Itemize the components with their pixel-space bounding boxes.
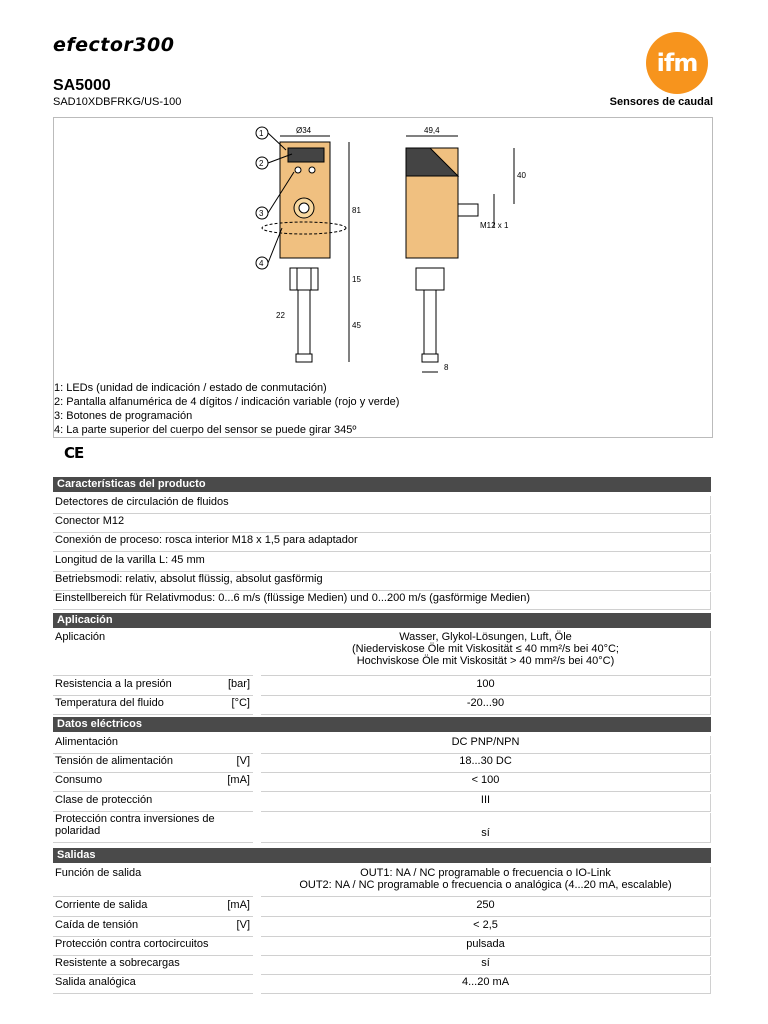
spec-unit: [V] [236, 755, 250, 767]
spec-label: Caída de tensión [53, 919, 253, 937]
brand-wordmark: efector300 [53, 34, 175, 56]
legend-item: 3: Botones de programación [54, 410, 193, 422]
dim-head: 40 [517, 171, 526, 180]
spec-label: Clase de protección [53, 794, 253, 812]
spec-value: sí [261, 957, 711, 975]
front-tip [296, 354, 312, 362]
spec-value: DC PNP/NPN [261, 736, 711, 754]
order-code: SAD10XDBFRKG/US-100 [53, 96, 182, 108]
feature-row: Conexión de proceso: rosca interior M18 x 1,5 para adaptador [53, 534, 711, 552]
logo-text: ifm [656, 49, 698, 77]
legend-item: 2: Pantalla alfanumérica de 4 dígitos / indicación variable (rojo y verde) [54, 396, 400, 408]
legend-item: 4: La parte superior del cuerpo del sensor se puede girar 345º [54, 424, 357, 436]
spec-label: Resistencia a la presión [53, 678, 253, 696]
dim-diameter: Ø34 [296, 126, 312, 135]
spec-value: < 2,5 [261, 919, 711, 937]
dim-tip: 8 [444, 363, 449, 372]
dim-wrench: 22 [276, 311, 285, 320]
spec-label: Tensión de alimentación [53, 755, 253, 773]
side-probe [424, 290, 436, 354]
spec-unit: [V] [236, 919, 250, 931]
spec-label: Aplicación [53, 631, 253, 676]
front-probe [298, 290, 310, 354]
spec-value: III [261, 794, 711, 812]
spec-row [53, 678, 711, 696]
side-connector [458, 204, 478, 216]
spec-label: Función de salida [53, 867, 253, 897]
section-header-outputs: Salidas [53, 848, 711, 863]
spec-row [53, 697, 711, 715]
feature-row: Betriebsmodi: relativ, absolut flüssig, absolut gasförmig [53, 573, 711, 591]
spec-row [53, 938, 711, 956]
spec-unit: [°C] [231, 697, 250, 709]
spec-label: Corriente de salida [53, 899, 253, 917]
spec-value: 4...20 mA [261, 976, 711, 994]
product-model: SA5000 [53, 77, 111, 94]
spec-row [53, 755, 711, 773]
dimension-drawing [53, 117, 713, 438]
callout-2-label: 2 [259, 159, 264, 168]
dim-probe: 45 [352, 321, 361, 330]
spec-value: -20...90 [261, 697, 711, 715]
spec-label: Alimentación [53, 736, 253, 754]
spec-row [53, 919, 711, 937]
side-thread [416, 268, 444, 290]
button-icon [295, 167, 301, 173]
spec-label: Temperatura del fluido [53, 697, 253, 715]
spec-row [53, 736, 711, 754]
spec-value: < 100 [261, 774, 711, 792]
drawing-legend [54, 381, 399, 437]
spec-label: Protección contra inversiones de polaridad [53, 813, 253, 843]
feature-row: Longitud de la varilla L: 45 mm [53, 554, 711, 572]
spec-value: pulsada [261, 938, 711, 956]
spec-row [53, 774, 711, 792]
spec-unit: [mA] [227, 774, 250, 786]
section-header-application: Aplicación [53, 613, 711, 628]
spec-unit: [bar] [227, 678, 250, 690]
button-icon [309, 167, 315, 173]
feature-row: Einstellbereich für Relativmodus: 0...6 m/s (flüssige Medien) und 0...200 m/s (gasförmige Medien) [53, 592, 711, 610]
spec-row [53, 957, 711, 975]
front-thread [290, 268, 318, 290]
ce-mark: CE [64, 444, 84, 462]
section-header-electrical: Datos eléctricos [53, 717, 711, 732]
front-display [288, 148, 324, 162]
product-category: Sensores de caudal [609, 96, 713, 108]
ifm-logo [646, 32, 708, 94]
dim-connector: M12 x 1 [480, 221, 509, 230]
spec-row [53, 631, 711, 676]
callout-4-label: 4 [259, 259, 264, 268]
spec-value: 100 [261, 678, 711, 696]
spec-label: Consumo [53, 774, 253, 792]
spec-value: Wasser, Glykol-Lösungen, Luft, Öle (Niederviskose Öle mit Viskosität ≤ 40 mm²/s bei 40°C; Hochviskose Öle mit Viskosität > 40 mm²/s bei 40°C) [261, 631, 711, 676]
spec-value: 18...30 DC [261, 755, 711, 773]
dim-body: 81 [352, 206, 361, 215]
callout-1-label: 1 [259, 129, 264, 138]
feature-row: Detectores de circulación de fluidos [53, 496, 711, 514]
spec-value: OUT1: NA / NC programable o frecuencia o IO-Link OUT2: NA / NC programable o frecuencia o analógica (4...20 mA, escalable) [261, 867, 711, 897]
spec-row [53, 976, 711, 994]
connector-pin [299, 203, 309, 213]
spec-value: sí [261, 813, 711, 843]
spec-label: Resistente a sobrecargas [53, 957, 253, 975]
spec-label: Salida analógica [53, 976, 253, 994]
spec-unit: [mA] [227, 899, 250, 911]
side-tip [422, 354, 438, 362]
dim-thread: 15 [352, 275, 361, 284]
spec-value: 250 [261, 899, 711, 917]
legend-item: 1: LEDs (unidad de indicación / estado de conmutación) [54, 382, 327, 394]
callout-3-label: 3 [259, 209, 264, 218]
spec-row [53, 899, 711, 917]
feature-row: Conector M12 [53, 515, 711, 533]
section-header-features: Características del producto [53, 477, 711, 492]
spec-row [53, 867, 711, 897]
dim-width: 49,4 [424, 126, 440, 135]
spec-row [53, 813, 711, 843]
spec-label: Protección contra cortocircuitos [53, 938, 253, 956]
spec-row [53, 794, 711, 812]
